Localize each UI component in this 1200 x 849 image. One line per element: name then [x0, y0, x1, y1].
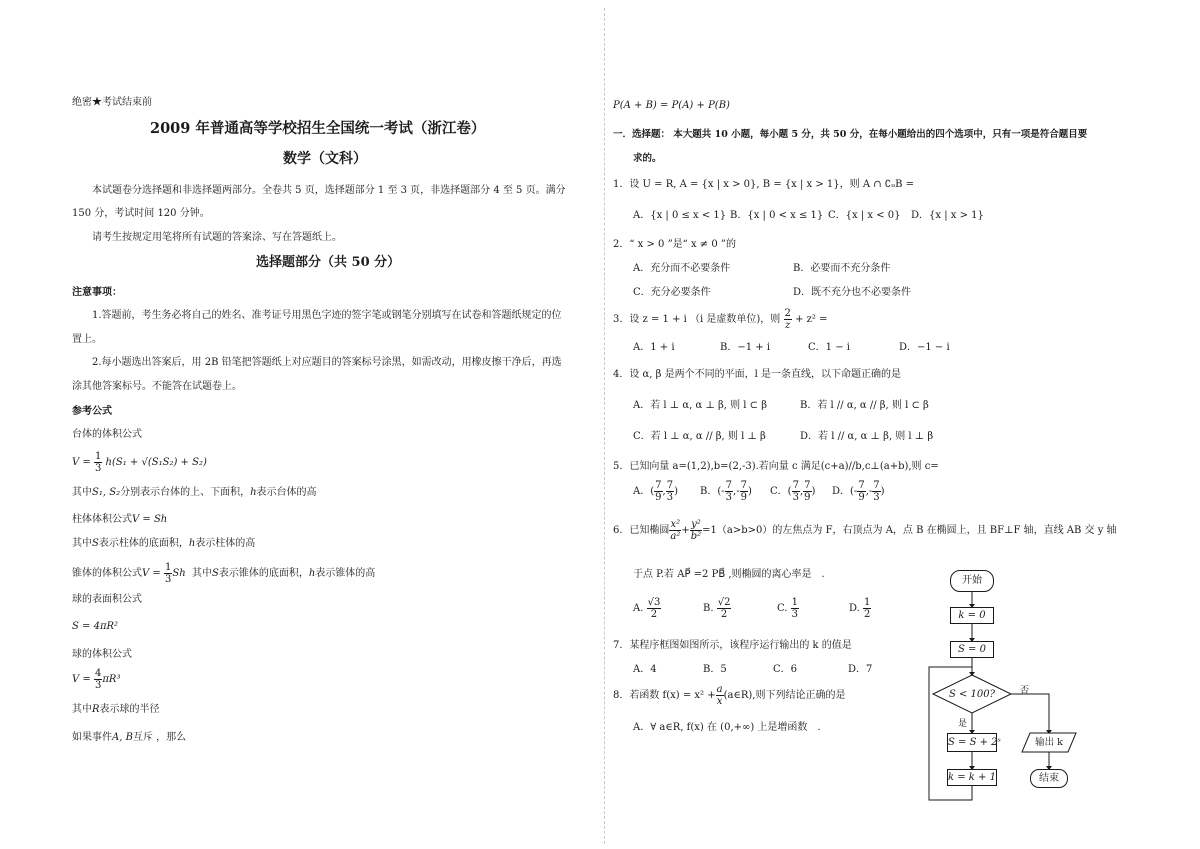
- frustum-title: 台体的体积公式: [72, 429, 142, 440]
- flowchart-no-label: 否: [1020, 686, 1030, 696]
- question-4: 4．设 α, β 是两个不同的平面，l 是一条直线，以下命题正确的是: [613, 369, 901, 380]
- flowchart-update-s: S = S + 2ˢ: [947, 733, 997, 752]
- q1-option-a: A．{x | 0 ≤ x < 1}: [633, 210, 727, 221]
- q6-option-c: C. $\frac{1}{3}$: [777, 597, 799, 620]
- q7-option-a: A．4: [633, 664, 657, 675]
- q7-option-c: C．6: [773, 664, 798, 675]
- q8-option-a: A．∀ a∈R, f(x) 在 (0,+∞) 上是增函数 .: [633, 722, 821, 733]
- part-one-instructions-1: 一．选择题： 本大题共 10 小题，每小题 5 分，共 50 分，在每小题给出的四个选项中，只有一项是符合题目要: [613, 129, 1088, 140]
- flowchart-end: 结束: [1030, 769, 1068, 788]
- q3-option-d: D．−1 − i: [899, 342, 950, 353]
- flowchart-init-k: k = 0: [950, 607, 994, 624]
- q1-option-b: B．{x | 0 < x ≤ 1}: [730, 210, 824, 221]
- q5-option-b: B．(- $\frac{7}{3}$ ,- $\frac{7}{9}$ ): [700, 480, 752, 503]
- q4-option-a: A．若 l ⊥ α, α ⊥ β, 则 l ⊂ β: [633, 400, 768, 411]
- sphere-volume-formula: V = $\frac{4}{3}$ πR³: [72, 668, 121, 691]
- note-1-line-2: 置上。: [72, 334, 102, 345]
- q3-option-b: B．−1 + i: [720, 342, 771, 353]
- cone-formula: 锥体的体积公式V = $\frac{1}{3}$ Sh 其中S表示锥体的底面积，h表示锥体的高: [72, 562, 376, 585]
- note-2-line-2: 涂其他答案标号。不能答在试题卷上。: [72, 381, 242, 392]
- q2-option-d: D．既不充分也不必要条件: [793, 287, 912, 298]
- flowchart-condition: S < 100?: [948, 689, 996, 700]
- q4-option-c: C．若 l ⊥ α, α // β, 则 l ⊥ β: [633, 431, 766, 442]
- confidential-note: 绝密★考试结束前: [72, 97, 152, 108]
- intro-line-2: 150 分，考试时间 120 分钟。: [72, 208, 210, 219]
- exam-subtitle: 数学（文科）: [283, 151, 367, 167]
- q2-option-c: C．充分必要条件: [633, 287, 711, 298]
- flowchart-output: 输出 k: [1035, 737, 1063, 748]
- q7-option-d: D．7: [848, 664, 873, 675]
- flowchart-start: 开始: [950, 570, 994, 592]
- notes-title: 注意事项：: [72, 287, 122, 298]
- q6-option-d: D. $\frac{1}{2}$: [849, 597, 871, 620]
- sphere-description: 其中R表示球的半径: [72, 704, 160, 715]
- note-1-line-1: 1.答题前，考生务必将自己的姓名、准考证号用黑色字迹的签字笔或钢笔分别填写在试卷和答题纸规定的位: [92, 310, 562, 321]
- q2-option-b: B．必要而不充分条件: [793, 263, 891, 274]
- prism-formula: 柱体体积公式V = Sh: [72, 514, 168, 525]
- frustum-formula: V = $\frac{1}{3}$ h(S₁ + √(S₁S₂) + S₂): [72, 451, 207, 474]
- formula-title: 参考公式: [72, 406, 112, 417]
- q4-option-b: B．若 l // α, α // β, 则 l ⊂ β: [800, 400, 929, 411]
- question-5: 5．已知向量 a=(1,2),b=(2,-3).若向量 c 满足(c+a)//b,c⊥(a+b),则 c=: [613, 461, 939, 472]
- q4-option-d: D．若 l // α, α ⊥ β, 则 l ⊥ β: [800, 431, 934, 442]
- flowchart-yes-label: 是: [958, 719, 968, 729]
- q7-option-b: B．5: [703, 664, 727, 675]
- q3-fraction: $\frac{2}{z}$: [784, 308, 791, 331]
- q5-option-a: A．( $\frac{7}{9}$ , $\frac{7}{3}$ ): [633, 480, 678, 503]
- sphere-area-title: 球的表面积公式: [72, 594, 142, 605]
- question-7: 7．某程序框图如图所示，该程序运行输出的 k 的值是: [613, 640, 852, 651]
- question-6: 6．已知椭圆 $\frac{\text{x²}}{\text{a²}}$ + $\frac{\text{y²}}{\text{b²}}$ =1（a>b>0）的左焦点为 F，右顶点为 A，点 B 在椭圆上，且 BF⊥F 轴，直线 AB 交 y 轴: [613, 519, 1117, 542]
- note-2-line-1: 2.每小题选出答案后，用 2B 铅笔把答题纸上对应题目的答案标号涂黑，如需改动，用橡皮擦干净后，再选: [92, 357, 562, 368]
- q1-option-c: C．{x | x < 0}: [828, 210, 901, 221]
- question-1: 1．设 U = R, A = {x | x > 0}, B = {x | x > 1}，则 A ∩ ∁ᵤB =: [613, 179, 915, 190]
- q1-option-d: D．{x | x > 1}: [911, 210, 984, 221]
- part-one-instructions-2: 求的。: [633, 153, 662, 164]
- question-8: 8．若函数 f(x) = x² + $\frac{a}{x}$ (a∈R),则下列结论正确的是: [613, 684, 846, 707]
- exam-title: 2009 年普通高等学校招生全国统一考试（浙江卷）: [150, 120, 486, 137]
- q3-option-a: A．1 + i: [633, 342, 675, 353]
- flowchart-update-k: k = k + 1: [947, 769, 997, 786]
- prism-description: 其中S表示柱体的底面积，h表示柱体的高: [72, 538, 256, 549]
- cone-fraction: $\frac{1}{3}$: [164, 562, 172, 585]
- flowchart-init-s: S = 0: [950, 641, 994, 658]
- question-6-line-2: 于点 P.若 AP⃗ =2 PB⃗ ,则椭圆的离心率是 .: [633, 569, 825, 580]
- q5-option-c: C．( $\frac{7}{3}$ , $\frac{7}{9}$ ): [770, 480, 816, 503]
- question-2: 2．“ x > 0 ”是“ x ≠ 0 ”的: [613, 239, 737, 250]
- frustum-fraction: $\frac{1}{3}$: [94, 451, 102, 474]
- sphere-volume-title: 球的体积公式: [72, 649, 132, 660]
- q5-option-d: D．(- $\frac{7}{9}$ ,- $\frac{7}{3}$ ): [832, 480, 885, 503]
- q6-option-a: A. $\frac{√3}{2}$: [633, 597, 661, 620]
- q6-option-b: B. $\frac{√2}{2}$: [703, 597, 731, 620]
- frustum-description: 其中S₁, S₂分别表示台体的上、下面积，h表示台体的高: [72, 487, 317, 498]
- section-title: 选择题部分（共 50 分）: [256, 255, 401, 270]
- sphere-fraction: $\frac{4}{3}$: [94, 668, 102, 691]
- q2-option-a: A．充分而不必要条件: [633, 263, 731, 274]
- question-3: 3．设 z = 1 + i （i 是虚数单位)，则 $\frac{2}{z}$ + z² =: [613, 308, 828, 331]
- events-line: 如果事件A, B互斥 ，那么: [72, 732, 187, 743]
- intro-line-3: 请考生按规定用笔将所有试题的答案涂、写在答题纸上。: [92, 232, 342, 243]
- q3-option-c: C．1 − i: [808, 342, 850, 353]
- intro-line-1: 本试题卷分选择题和非选择题两部分。全卷共 5 页，选择题部分 1 至 3 页，非选择题部分 4 至 5 页。满分: [92, 185, 566, 196]
- probability-formula: P(A + B) = P(A) + P(B): [613, 100, 730, 111]
- sphere-area-formula: S = 4πR²: [72, 621, 119, 632]
